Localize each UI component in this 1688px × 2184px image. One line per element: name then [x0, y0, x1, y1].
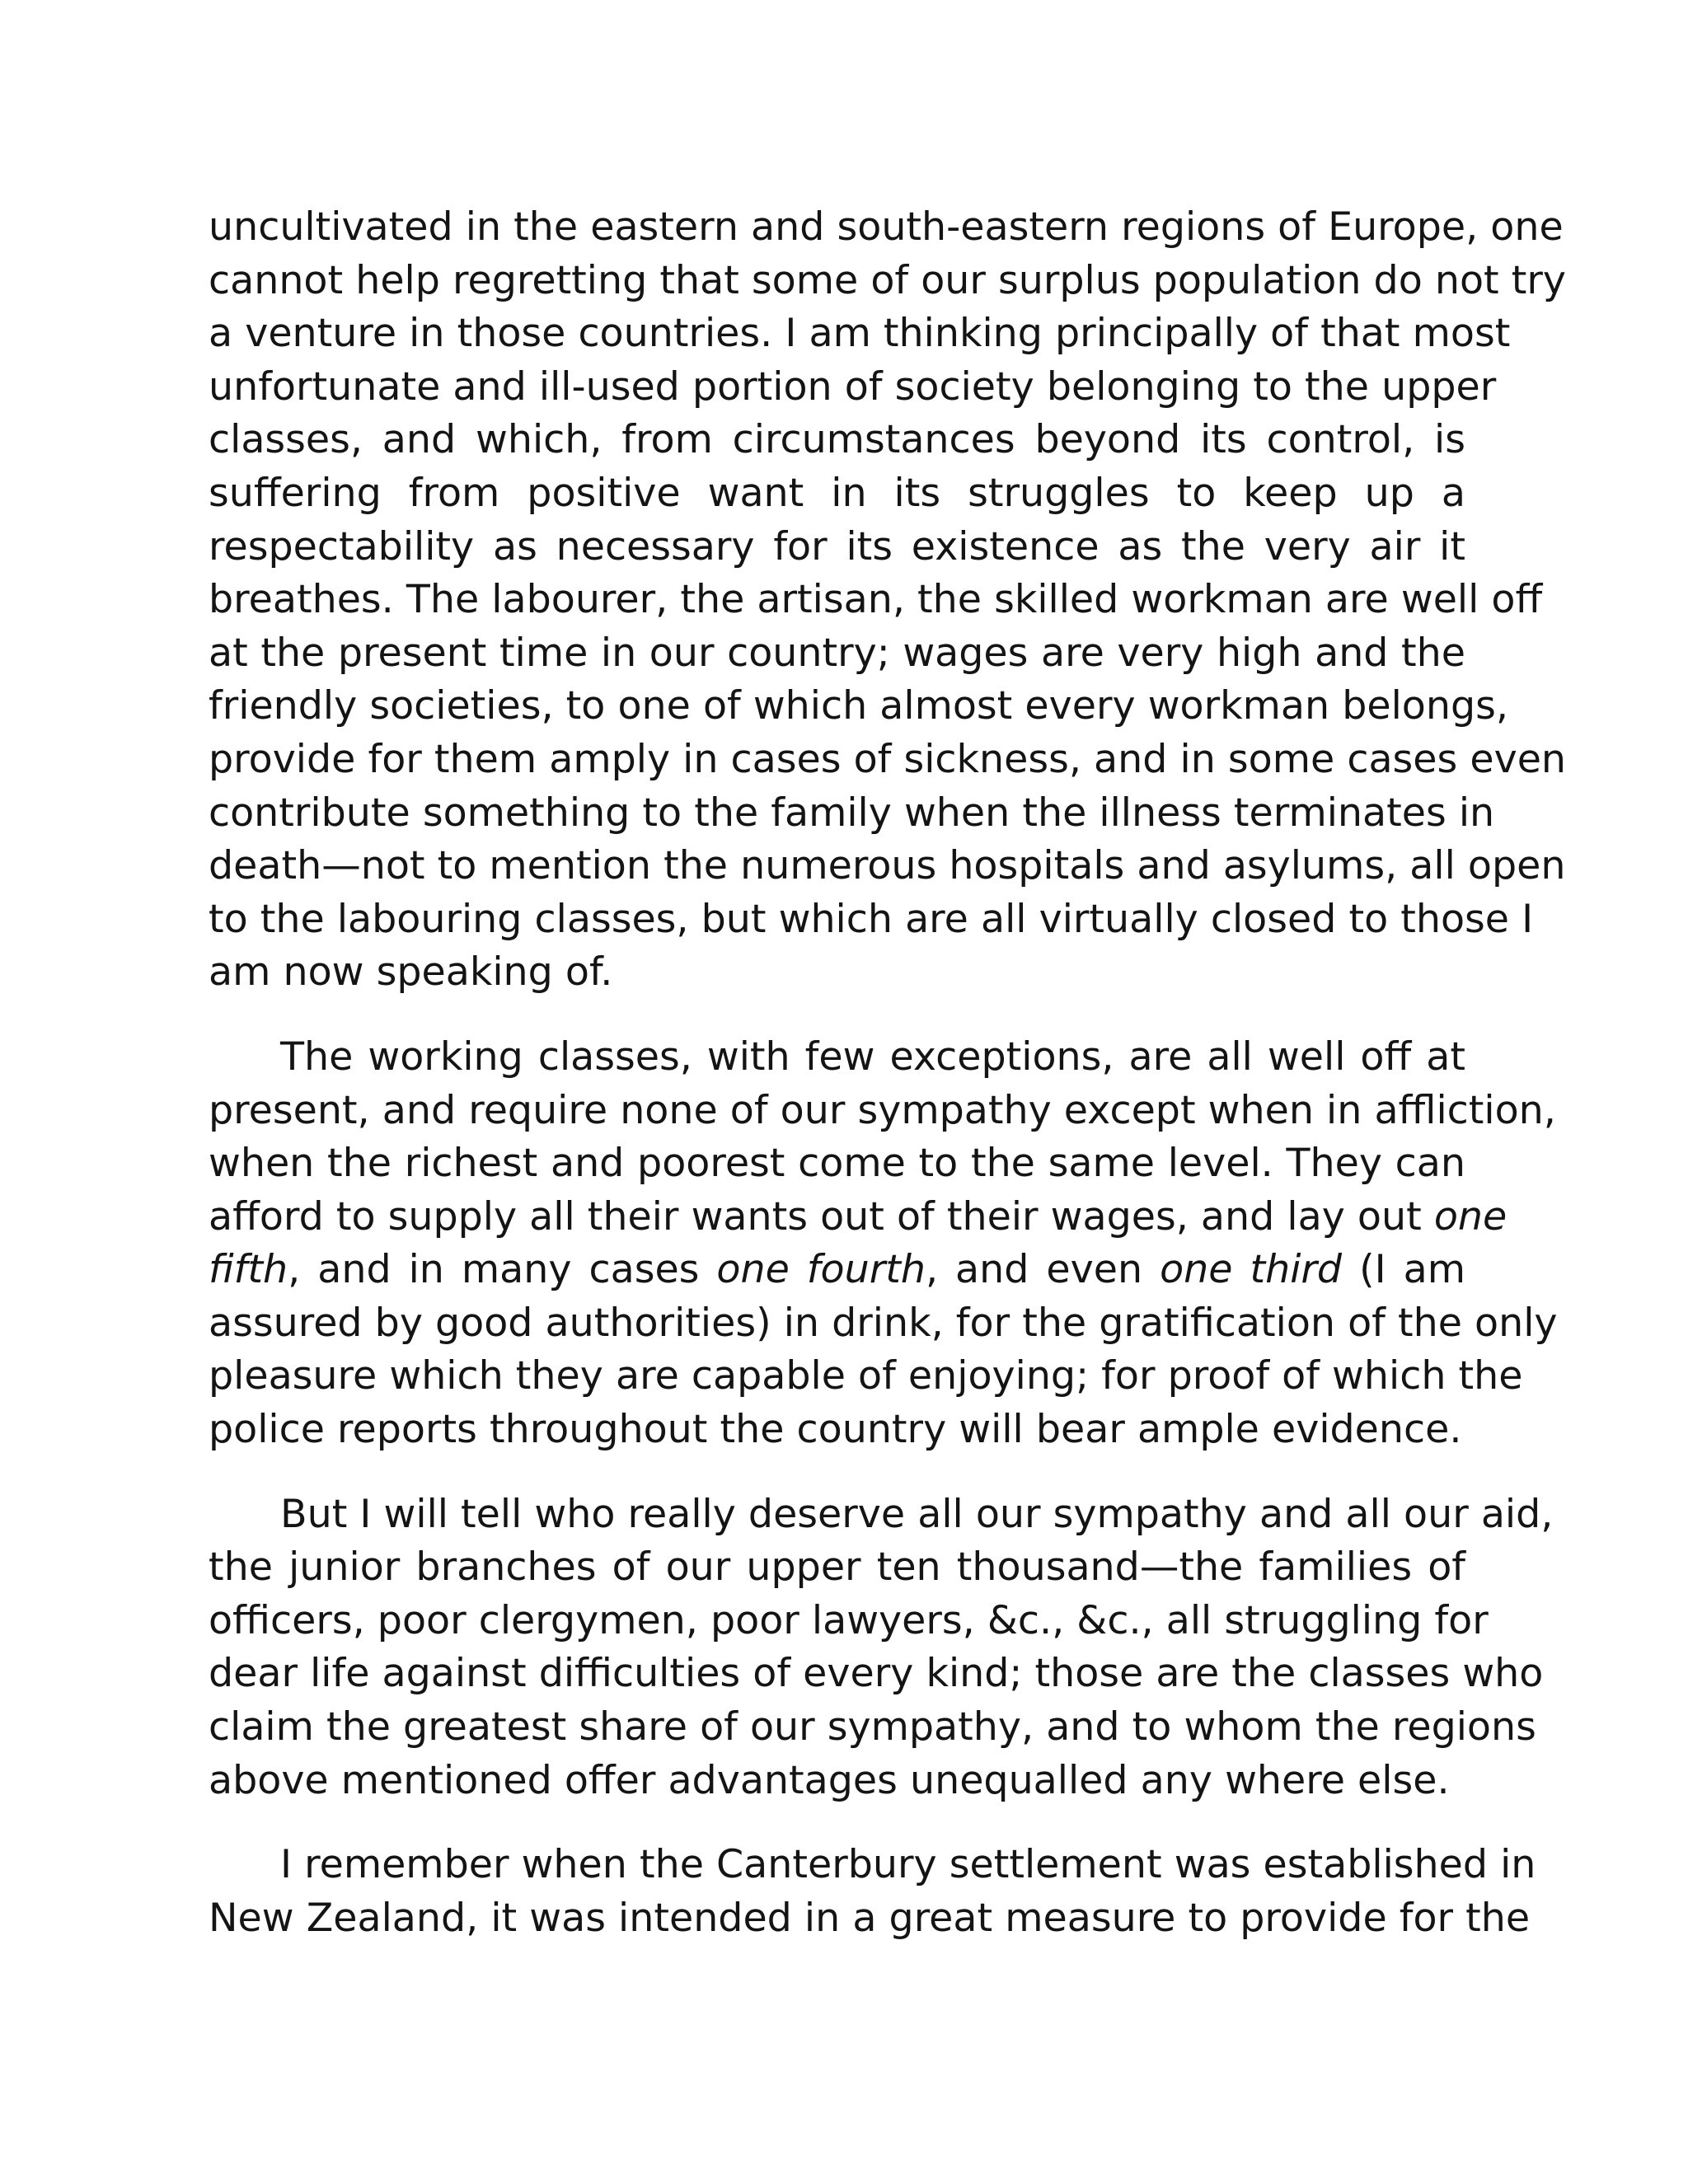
text-run: (I am: [1359, 1247, 1465, 1293]
paragraph-1: [209, 201, 1567, 1000]
emphasis: one third: [1160, 1247, 1343, 1293]
text-run: afford to supply all their wants out of their wages, and lay out: [209, 1193, 1422, 1240]
paragraph-4: [209, 1839, 1536, 1945]
text-line: New Zealand, it was intended in a great measure to provide for the: [209, 1895, 1531, 1941]
text-line: provide for them amply in cases of sickness, and in some cases even: [209, 736, 1567, 782]
document-page: [209, 201, 1567, 1945]
paragraph-2: [209, 1031, 1558, 1457]
text-run: , and in many cases: [288, 1247, 700, 1293]
text-line: police reports throughout the country will bear ample evidence.: [209, 1407, 1462, 1453]
emphasis: one: [1433, 1193, 1507, 1240]
text-line: the junior branches of our upper ten thousand—the families of: [209, 1544, 1465, 1591]
text-line: respectability as necessary for its existence as the very air it: [209, 523, 1465, 569]
text-line: claim the greatest share of our sympathy, and to whom the regions: [209, 1704, 1536, 1750]
text-line: officers, poor clergymen, poor lawyers, &c., &c., all struggling for: [209, 1597, 1489, 1643]
text-line: above mentioned offer advantages unequalled any where else.: [209, 1757, 1450, 1803]
text-line: classes, and which, from circumstances beyond its control, is: [209, 417, 1465, 463]
text-line: present, and require none of our sympathy except when in affliction,: [209, 1087, 1556, 1133]
text-line: friendly societies, to one of which almost every workman belongs,: [209, 683, 1508, 729]
text-line: But I will tell who really deserve all our sympathy and all our aid,: [280, 1491, 1554, 1537]
text-line: breathes. The labourer, the artisan, the skilled workman are well off: [209, 577, 1543, 623]
paragraph-3: [209, 1488, 1554, 1808]
emphasis: one fourth: [716, 1247, 926, 1293]
text-line: [209, 1191, 1507, 1244]
text-line: suffering from positive want in its struggles to keep up a: [209, 470, 1465, 516]
text-line: The working classes, with few exceptions, are all well off at: [280, 1033, 1465, 1080]
text-line: am now speaking of.: [209, 949, 613, 996]
text-line: assured by good authorities) in drink, for the gratification of the only: [209, 1300, 1558, 1346]
text-line: uncultivated in the eastern and south-eastern regions of Europe, one: [209, 204, 1564, 250]
text-line: dear life against difficulties of every kind; those are the classes who: [209, 1651, 1544, 1697]
text-line: to the labouring classes, but which are all virtually closed to those I: [209, 896, 1534, 942]
text-line: unfortunate and ill-used portion of society belonging to the upper: [209, 363, 1497, 410]
text-run: , and even: [925, 1247, 1143, 1293]
emphasis: fifth: [209, 1247, 288, 1293]
text-line: pleasure which they are capable of enjoying; for proof of which the: [209, 1353, 1523, 1399]
text-line: death—not to mention the numerous hospitals and asylums, all open: [209, 843, 1566, 889]
text-line: contribute something to the family when the illness terminates in: [209, 790, 1495, 836]
text-line: when the richest and poorest come to the same level. They can: [209, 1141, 1465, 1187]
text-line: cannot help regretting that some of our surplus population do not try: [209, 257, 1567, 303]
text-line: a venture in those countries. I am thinking principally of that most: [209, 311, 1511, 357]
text-line: [209, 1244, 1465, 1297]
text-line: I remember when the Canterbury settlement was established in: [280, 1842, 1536, 1888]
text-line: at the present time in our country; wages are very high and the: [209, 630, 1465, 676]
